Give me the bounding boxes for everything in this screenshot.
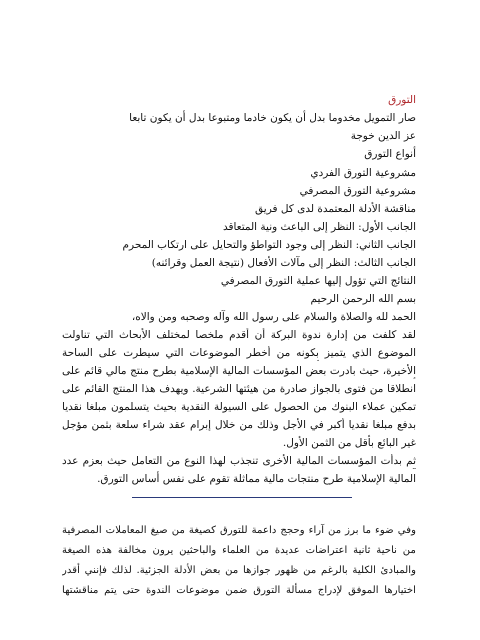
body-line: انطلاقا من فتوى بالجواز صادرة من هيئتها الشرعية. ويهدف هذا المنتج القائم على: [62, 383, 416, 395]
body-line: بدفع مبلغا نقديا أكبر في الأجل وذلك من خلال إبرام عقد شراء سلعة بثمن مؤجل: [62, 419, 416, 431]
footnote-line: والمبادئ الكلية بالرغم من ظهور جوازها من بعض الأدلة الجزئية. لذلك فإنني أقدر: [62, 565, 416, 576]
section-title: التورق: [388, 94, 416, 106]
body-line: الأخيرة، حيث بادرت بعض المؤسسات المالية الإسلامية بطرح منتج مالي قائم على: [62, 365, 416, 377]
body-line: لقد كلفت من إدارة ندوة البركة أن أقدم ملخصا لمختلف الأبحاث التي تناولت: [62, 329, 416, 341]
body-line: تمكين عملاء البنوك من الحصول على السيولة النقدية بحيث يتسلمون مبلغا نقديا: [62, 401, 416, 413]
body-line: غير البائع بأقل من الثمن الأول.: [282, 437, 416, 449]
toc-item: مشروعية التورق المصرفي: [299, 185, 416, 197]
footnote-line: [62, 602, 416, 620]
toc-item: مناقشة الأدلة المعتمدة لدى كل فريق: [255, 203, 416, 215]
toc-item: الجانب الثاني: النظر إلى وجود التواطؤ والتحايل على ارتكاب المحرم: [122, 239, 416, 251]
basmala-line: بسم الله الرحمن الرحيم: [310, 293, 416, 305]
footnote-line: وفي ضوء ما برز من آراء وحجج داعمة للتورق كصيغة من صيغ المعاملات المصرفية: [62, 525, 416, 536]
toc-item: الجانب الثالث: النظر إلى مآلات الأفعال (نتيجة العمل وقرائنه): [151, 257, 416, 269]
body-line: ثم بدأت المؤسسات المالية الأخرى تنجذب لهذا النوع من التعامل حيث بعزم عدد: [62, 455, 416, 467]
body-line: الموضوع الذي يتميز بكونه من أخطر الموضوعات التي سيطرت على الساحة: [62, 347, 416, 359]
toc-item: أنواع التورق: [364, 148, 416, 160]
footnote-divider: [132, 497, 352, 498]
toc-item: الجانب الأول: النظر إلى الباعث ونية المتعاقد: [222, 221, 416, 233]
subtitle-line: صار التمويل مخدوما بدل أن يكون خادما ومتبوعا بدل أن يكون تابعا: [129, 112, 416, 124]
body-line: المالية الإسلامية طرح منتجات مالية مماثلة تقوم على نفس أساس التورق.: [97, 473, 416, 485]
author-line: عز الدين خوجة: [350, 130, 416, 142]
footnote-line: من ناحية ثانية اعتراضات عديدة من العلماء والباحثين يرون مخالفة هذه الصيغة: [62, 545, 416, 556]
footnote-line: اختيارها الموفق لإدراج مسألة التورق ضمن موضوعات الندوة حتى يتم مناقشتها: [62, 585, 416, 596]
intro-line: الحمد لله والصلاة والسلام على رسول الله وآله وصحبه ومن والاه،: [131, 311, 416, 323]
toc-item: مشروعية التورق الفردي: [310, 167, 416, 179]
toc-item: النتائج التي تؤول إليها عملية التورق المصرفي: [220, 275, 416, 287]
